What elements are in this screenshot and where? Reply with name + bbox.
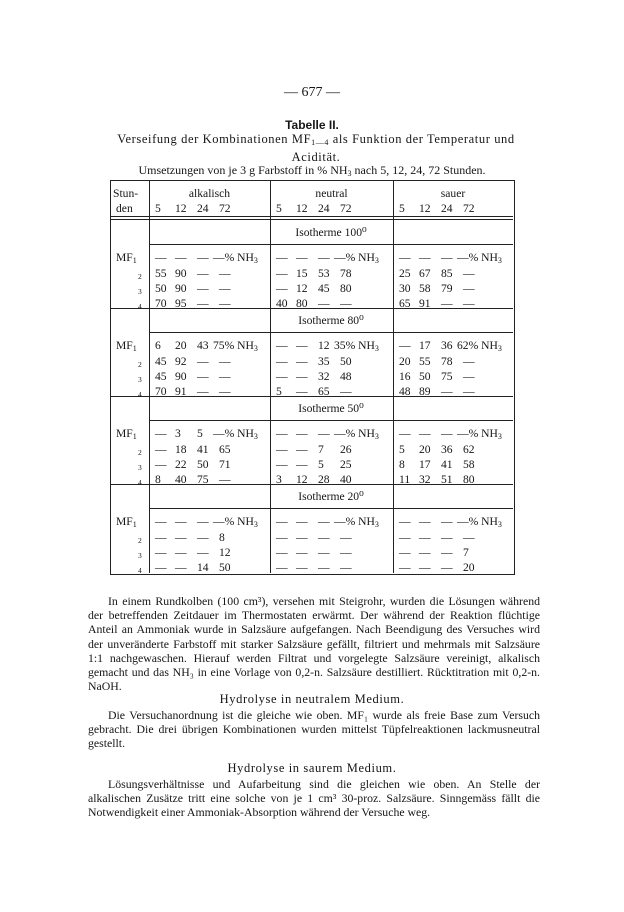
table-cell: — xyxy=(296,370,308,383)
subcaption-text-rest: nach 5, 12, 24, 72 Stunden. xyxy=(351,163,486,177)
table-cell: — xyxy=(155,443,167,456)
table-cell: — xyxy=(296,546,308,559)
row-label-mf1: $MF_1$ xyxy=(116,515,137,529)
table-cell: 7 xyxy=(318,443,324,456)
table-cell: —% $NH_3$ xyxy=(213,515,258,529)
table-frame xyxy=(110,180,515,575)
paragraph-method-text: In einem Rundkolben (100 cm³), versehen mit Steigrohr, wurden die Lösungen während der betreffenden Zeitdauer im Thermostaten erwärmt. Der während der Reaktion flüchtige Anteil an Ammoniak wurde in Salzsäure aufgefangen. Nach Beendigung des Versuches wird der unveränderte Farbstoff mit starker Salzsäure gefällt, filtriert und mehrmals mit Salzsäure 1:1 nachgewaschen. Hierauf werden Filtrat und vorgelegte Salzsäure vereinigt, alkalisch gemacht und das NH₃ in eine Vorlage von 0,2-n. Salzsäure destilliert. Rücktitration mit 0,2-n. NaOH. xyxy=(88,594,540,694)
table-cell: 12 xyxy=(296,282,308,295)
table-cell: — xyxy=(197,531,209,544)
table-cell: 75 xyxy=(197,473,209,486)
table-cell: — xyxy=(276,531,288,544)
table-cell: — xyxy=(463,385,475,398)
paragraph-method xyxy=(88,594,540,693)
table-cell: 25 xyxy=(340,458,352,471)
table-cell: 75 xyxy=(441,370,453,383)
header-hour-alk-72: 72 xyxy=(219,202,231,215)
heading-neutral: Hydrolyse in neutralem Medium. xyxy=(219,692,405,706)
table-cell: 62 xyxy=(463,443,475,456)
table-cell: — xyxy=(296,443,308,456)
row-label-small: 3 xyxy=(138,551,142,560)
table-cell: — xyxy=(219,355,231,368)
table-cell: — xyxy=(197,282,209,295)
caption-line2: Acidität. xyxy=(291,150,341,164)
table-cell: 20 xyxy=(463,561,475,574)
isotherm-label: Isotherme 20⁰ xyxy=(298,490,364,503)
table-cell: — xyxy=(296,531,308,544)
paragraph-neutral-text: Die Versuchanordnung ist die gleiche wie oben. MF₁ wurde als freie Base zum Versuch gebracht. Die drei übrigen Kombinationen wurden mittelst Tüpfelreaktionen lackmusneutral gestellt. xyxy=(88,708,540,751)
table-cell: 12 xyxy=(318,339,330,352)
caption-subscript: 1—4 xyxy=(311,138,329,147)
table-cell: —% $NH_3$ xyxy=(213,427,258,441)
table-cell: 53 xyxy=(318,267,330,280)
table-cell: 20 xyxy=(175,339,187,352)
table-cell: — xyxy=(399,531,411,544)
isotherm-underline xyxy=(149,332,513,333)
table-cell: 70 xyxy=(155,385,167,398)
table-cell: — xyxy=(419,251,431,264)
table-cell: 78 xyxy=(441,355,453,368)
header-hour-alk-24: 24 xyxy=(197,202,209,215)
table-cell: — xyxy=(155,251,167,264)
table-cell: — xyxy=(318,561,330,574)
table-cell: 30 xyxy=(399,282,411,295)
table-cell: 85 xyxy=(441,267,453,280)
row-label-mf1: $MF_1$ xyxy=(116,427,137,441)
table-cell: — xyxy=(175,251,187,264)
table-cell: — xyxy=(155,546,167,559)
row-label-small: 2 xyxy=(138,360,142,369)
table-cell: — xyxy=(441,427,453,440)
table-cell: 45 xyxy=(155,355,167,368)
table-cell: — xyxy=(340,385,352,398)
table-cell: 36 xyxy=(441,339,453,352)
table-cell: 32 xyxy=(318,370,330,383)
row-label-mf1: $MF_1$ xyxy=(116,339,137,353)
table-cell: — xyxy=(155,515,167,528)
table-cell: 22 xyxy=(175,458,187,471)
table-cell: — xyxy=(219,370,231,383)
table-cell: 75% $NH_3$ xyxy=(213,339,258,353)
header-hour-neu-12: 12 xyxy=(296,202,308,215)
table-cell: — xyxy=(399,251,411,264)
header-hour-sau-72: 72 xyxy=(463,202,475,215)
table-cell: 91 xyxy=(175,385,187,398)
table-cell: —% $NH_3$ xyxy=(457,251,502,265)
table-cell: 6 xyxy=(155,339,161,352)
table-cell: —% $NH_3$ xyxy=(334,427,379,441)
table-cell: — xyxy=(197,515,209,528)
header-divider-double xyxy=(110,219,513,220)
table-cell: — xyxy=(219,282,231,295)
table-cell: 40 xyxy=(276,297,288,310)
table-cell: — xyxy=(276,561,288,574)
table-cell: — xyxy=(175,546,187,559)
table-cell: 62% $NH_3$ xyxy=(457,339,502,353)
table-cell: 14 xyxy=(197,561,209,574)
table-cell: — xyxy=(276,427,288,440)
isotherm-underline xyxy=(149,508,513,509)
table-cell: 80 xyxy=(463,473,475,486)
header-hour-alk-5: 5 xyxy=(155,202,161,215)
table-cell: —% $NH_3$ xyxy=(213,251,258,265)
table-cell: — xyxy=(276,515,288,528)
header-stunden: Stun- xyxy=(113,187,139,200)
table-cell: — xyxy=(419,427,431,440)
table-cell: — xyxy=(399,561,411,574)
table-cell: — xyxy=(197,385,209,398)
table-cell: — xyxy=(463,267,475,280)
table-cell: — xyxy=(276,267,288,280)
table-cell: 78 xyxy=(340,267,352,280)
table-cell: 20 xyxy=(419,443,431,456)
header-hour-sau-5: 5 xyxy=(399,202,405,215)
table-cell: 8 xyxy=(155,473,161,486)
table-cell: 41 xyxy=(441,458,453,471)
table-cell: — xyxy=(463,370,475,383)
table-cell: 40 xyxy=(175,473,187,486)
row-label-small: 2 xyxy=(138,448,142,457)
table-cell: 26 xyxy=(340,443,352,456)
table-cell: 65 xyxy=(399,297,411,310)
table-cell: — xyxy=(175,531,187,544)
table-cell: — xyxy=(276,443,288,456)
table-cell: — xyxy=(318,297,330,310)
table-cell: 7 xyxy=(463,546,469,559)
table-cell: —% $NH_3$ xyxy=(457,427,502,441)
table-cell: — xyxy=(155,458,167,471)
header-hour-sau-24: 24 xyxy=(441,202,453,215)
table-cell: — xyxy=(419,515,431,528)
table-cell: — xyxy=(219,473,231,486)
table-cell: — xyxy=(399,546,411,559)
isotherm-label: Isotherme 80⁰ xyxy=(298,314,364,327)
isotherm-label: Isotherme 100⁰ xyxy=(295,226,367,239)
table-subcaption xyxy=(0,163,624,178)
isotherm-label: Isotherme 50⁰ xyxy=(298,402,364,415)
table-cell: 5 xyxy=(399,443,405,456)
table-cell: — xyxy=(340,546,352,559)
table-cell: — xyxy=(340,561,352,574)
table-cell: — xyxy=(219,297,231,310)
paragraph-acidic xyxy=(88,777,540,820)
table-cell: 43 xyxy=(197,339,209,352)
table-cell: — xyxy=(155,427,167,440)
header-alkalisch: alkalisch xyxy=(188,187,231,200)
row-label-small: 4 xyxy=(138,302,142,311)
table-cell: 67 xyxy=(419,267,431,280)
table-cell: — xyxy=(318,427,330,440)
caption-text: Verseifung der Kombinationen MF xyxy=(117,132,312,146)
table-cell: — xyxy=(399,339,411,352)
table-cell: — xyxy=(197,546,209,559)
table-cell: — xyxy=(463,355,475,368)
table-cell: 5 xyxy=(318,458,324,471)
section-divider xyxy=(110,396,513,397)
table-cell: 20 xyxy=(399,355,411,368)
table-cell: 50 xyxy=(197,458,209,471)
table-cell: — xyxy=(296,355,308,368)
table-cell: — xyxy=(441,546,453,559)
table-cell: 5 xyxy=(276,385,282,398)
table-cell: 17 xyxy=(419,339,431,352)
header-hour-neu-5: 5 xyxy=(276,202,282,215)
table-cell: 51 xyxy=(441,473,453,486)
table-cell: 8 xyxy=(399,458,405,471)
table-cell: — xyxy=(276,251,288,264)
section-divider xyxy=(110,308,513,309)
table-cell: 70 xyxy=(155,297,167,310)
table-cell: 11 xyxy=(399,473,411,486)
table-cell: 8 xyxy=(219,531,225,544)
table-cell: — xyxy=(441,515,453,528)
caption-text-rest: als Funktion der Temperatur und xyxy=(328,132,515,146)
table-cell: — xyxy=(419,546,431,559)
table-cell: —% $NH_3$ xyxy=(334,251,379,265)
table-cell: 35% $NH_3$ xyxy=(334,339,379,353)
table-cell: — xyxy=(340,531,352,544)
table-cell: 89 xyxy=(419,385,431,398)
table-cell: — xyxy=(318,531,330,544)
table-cell: — xyxy=(276,355,288,368)
table-cell: 65 xyxy=(219,443,231,456)
table-cell: 58 xyxy=(463,458,475,471)
table-cell: — xyxy=(318,546,330,559)
table-cell: — xyxy=(296,385,308,398)
table-cell: 55 xyxy=(155,267,167,280)
table-cell: 3 xyxy=(276,473,282,486)
header-sauer: sauer xyxy=(440,187,466,200)
table-cell: 50 xyxy=(219,561,231,574)
table-cell: — xyxy=(296,515,308,528)
table-cell: 32 xyxy=(419,473,431,486)
table-cell: 45 xyxy=(155,370,167,383)
row-label-small: 2 xyxy=(138,536,142,545)
table-cell: — xyxy=(175,515,187,528)
table-cell: — xyxy=(441,297,453,310)
row-label-small: 3 xyxy=(138,287,142,296)
table-cell: 3 xyxy=(175,427,181,440)
table-cell: — xyxy=(276,546,288,559)
table-cell: 65 xyxy=(318,385,330,398)
header-hour-neu-72: 72 xyxy=(340,202,352,215)
table-cell: — xyxy=(340,297,352,310)
table-cell: 18 xyxy=(175,443,187,456)
table-cell: — xyxy=(441,561,453,574)
table-cell: — xyxy=(419,531,431,544)
table-cell: 90 xyxy=(175,282,187,295)
table-cell: — xyxy=(276,282,288,295)
table-cell: 28 xyxy=(318,473,330,486)
heading-acidic: Hydrolyse in saurem Medium. xyxy=(227,761,397,775)
paragraph-neutral xyxy=(88,708,540,751)
table-cell: — xyxy=(399,515,411,528)
table-cell: — xyxy=(175,561,187,574)
isotherm-underline xyxy=(149,244,513,245)
table-cell: — xyxy=(296,561,308,574)
table-cell: — xyxy=(197,251,209,264)
table-cell: 25 xyxy=(399,267,411,280)
table-cell: 12 xyxy=(219,546,231,559)
header-hour-alk-12: 12 xyxy=(175,202,187,215)
table-cell: 58 xyxy=(419,282,431,295)
hydrolysis-table xyxy=(110,180,515,575)
table-cell: — xyxy=(197,267,209,280)
table-cell: 36 xyxy=(441,443,453,456)
table-cell: —% $NH_3$ xyxy=(457,515,502,529)
table-cell: — xyxy=(155,531,167,544)
table-cell: — xyxy=(463,282,475,295)
table-cell: — xyxy=(463,531,475,544)
table-cell: — xyxy=(276,458,288,471)
table-cell: 15 xyxy=(296,267,308,280)
table-cell: 95 xyxy=(175,297,187,310)
header-neutral: neutral xyxy=(315,187,348,200)
table-cell: 79 xyxy=(441,282,453,295)
section-divider xyxy=(110,484,513,485)
table-cell: 92 xyxy=(175,355,187,368)
page-number: — 677 — xyxy=(284,85,340,100)
row-label-small: 4 xyxy=(138,478,142,487)
table-cell: — xyxy=(197,370,209,383)
table-cell: — xyxy=(441,385,453,398)
table-cell: — xyxy=(296,339,308,352)
table-cell: 12 xyxy=(296,473,308,486)
header-den: den xyxy=(116,202,133,215)
table-cell: 48 xyxy=(399,385,411,398)
table-cell: — xyxy=(296,251,308,264)
table-cell: — xyxy=(441,251,453,264)
table-cell: 91 xyxy=(419,297,431,310)
table-cell: — xyxy=(197,355,209,368)
table-cell: 80 xyxy=(340,282,352,295)
table-cell: 50 xyxy=(419,370,431,383)
table-cell: — xyxy=(155,561,167,574)
header-hour-sau-12: 12 xyxy=(419,202,431,215)
table-cell: — xyxy=(419,561,431,574)
table-cell: — xyxy=(463,297,475,310)
table-cell: — xyxy=(219,267,231,280)
row-label-small: 4 xyxy=(138,390,142,399)
table-cell: 50 xyxy=(340,355,352,368)
table-title: Tabelle II. xyxy=(285,118,339,132)
table-cell: — xyxy=(296,427,308,440)
header-divider xyxy=(110,216,513,217)
table-cell: — xyxy=(296,458,308,471)
row-label-mf1: $MF_1$ xyxy=(116,251,137,265)
table-cell: — xyxy=(197,297,209,310)
subcaption-subscript: 3 xyxy=(347,169,352,178)
table-cell: 35 xyxy=(318,355,330,368)
table-cell: — xyxy=(318,515,330,528)
row-label-small: 2 xyxy=(138,272,142,281)
table-cell: 50 xyxy=(155,282,167,295)
table-cell: 16 xyxy=(399,370,411,383)
table-cell: — xyxy=(399,427,411,440)
paragraph-acidic-text: Lösungsverhältnisse und Aufarbeitung sind die gleichen wie oben. An Stelle der alkalischen Zusätze tritt eine solche von je 1 cm³ 30-proz. Salzsäure. Sinngemäss fällt die Notwendigkeit einer Ammoniak-Absorption während der Versuche weg. xyxy=(88,777,540,820)
table-cell: 40 xyxy=(340,473,352,486)
table-cell: 45 xyxy=(318,282,330,295)
row-label-small: 4 xyxy=(138,566,142,575)
subcaption-text: Umsetzungen von je 3 g Farbstoff in % NH xyxy=(138,163,348,177)
table-cell: — xyxy=(276,339,288,352)
table-cell: 17 xyxy=(419,458,431,471)
row-label-small: 3 xyxy=(138,463,142,472)
table-cell: 5 xyxy=(197,427,203,440)
header-hour-neu-24: 24 xyxy=(318,202,330,215)
table-cell: 80 xyxy=(296,297,308,310)
table-cell: — xyxy=(441,531,453,544)
table-cell: 90 xyxy=(175,267,187,280)
table-cell: 55 xyxy=(419,355,431,368)
isotherm-underline xyxy=(149,420,513,421)
table-cell: — xyxy=(219,385,231,398)
table-cell: — xyxy=(318,251,330,264)
table-cell: 71 xyxy=(219,458,231,471)
row-label-small: 3 xyxy=(138,375,142,384)
table-cell: —% $NH_3$ xyxy=(334,515,379,529)
table-cell: 48 xyxy=(340,370,352,383)
table-caption xyxy=(86,132,546,165)
table-cell: 41 xyxy=(197,443,209,456)
table-cell: 90 xyxy=(175,370,187,383)
table-cell: — xyxy=(276,370,288,383)
